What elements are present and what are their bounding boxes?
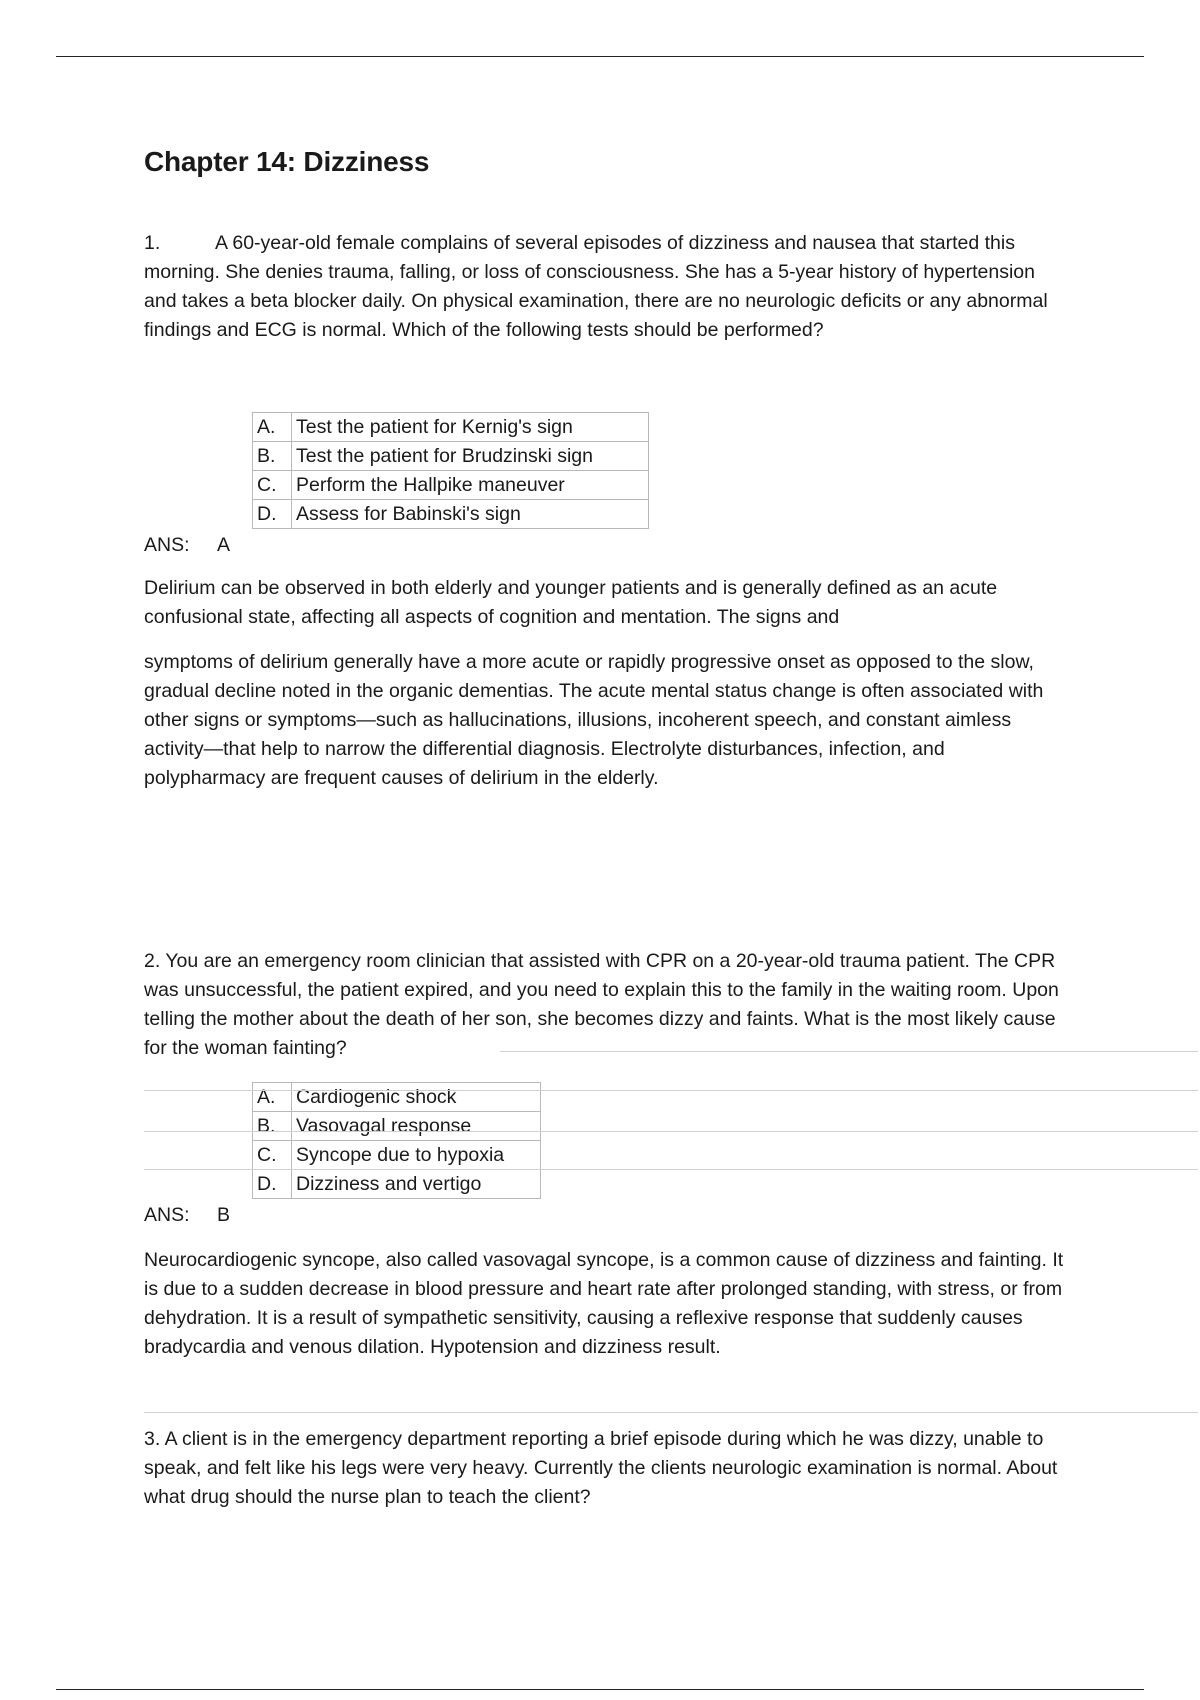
option-row[interactable] bbox=[253, 471, 649, 500]
question-1-answer bbox=[144, 531, 230, 559]
answer-label: ANS: bbox=[144, 1204, 190, 1226]
faint-rule bbox=[144, 1412, 1198, 1413]
option-letter: C. bbox=[253, 471, 292, 500]
option-text: Vasovagal response bbox=[292, 1112, 541, 1141]
option-row[interactable] bbox=[253, 1141, 541, 1170]
option-row[interactable] bbox=[253, 442, 649, 471]
faint-rule bbox=[500, 1051, 1198, 1052]
question-1-text: A 60-year-old female complains of several episodes of dizziness and nausea that started this morning. She denies trauma, falling, or loss of consciousness. She has a 5-year history of hypertension and takes a beta blocker daily. On physical examination, there are no neurologic deficits or any abnormal findings and ECG is normal. Which of the following tests should be performed? bbox=[144, 232, 1048, 341]
question-2-answer bbox=[144, 1201, 230, 1229]
option-text: Cardiogenic shock bbox=[292, 1083, 541, 1112]
option-letter: D. bbox=[253, 1170, 292, 1199]
option-row[interactable] bbox=[253, 1083, 541, 1112]
option-text: Dizziness and vertigo bbox=[292, 1170, 541, 1199]
question-2-stem: 2. You are an emergency room clinician that assisted with CPR on a 20-year-old trauma patient. The CPR was unsuccessful, the patient expired, and you need to explain this to the family in the waiting room. Upon telling the mother about the death of her son, she becomes dizzy and faints. What is the most likely cause for the woman fainting? bbox=[144, 950, 1059, 1059]
option-row[interactable] bbox=[253, 1170, 541, 1199]
question-1-number: 1. bbox=[144, 232, 161, 254]
option-text: Syncope due to hypoxia bbox=[292, 1141, 541, 1170]
faint-rule bbox=[144, 1090, 1198, 1091]
option-row[interactable] bbox=[253, 413, 649, 442]
page-title: Chapter 14: Dizziness bbox=[144, 146, 430, 177]
option-letter: B. bbox=[253, 1112, 292, 1141]
answer-label: ANS: bbox=[144, 534, 190, 556]
question-3-stem: 3. A client is in the emergency department reporting a brief episode during which he was dizzy, unable to speak, and felt like his legs were very heavy. Currently the clients neurologic examination is normal. About what drug should the nurse plan to teach the client? bbox=[144, 1428, 1058, 1508]
question-1-rationale-part-2: symptoms of delirium generally have a more acute or rapidly progressive onset as opposed to the slow, gradual decline noted in the organic dementias. The acute mental status change is often associated with other signs or symptoms—such as hallucinations, illusions, incoherent speech, and constant aimless activity—that help to narrow the differential diagnosis. Electrolyte disturbances, infection, and polypharmacy are frequent causes of delirium in the elderly. bbox=[144, 651, 1044, 789]
option-row[interactable] bbox=[253, 500, 649, 529]
question-1-options bbox=[252, 412, 649, 529]
option-text: Test the patient for Brudzinski sign bbox=[292, 442, 649, 471]
option-row[interactable] bbox=[253, 1112, 541, 1141]
header-rule bbox=[56, 56, 1144, 57]
option-text: Perform the Hallpike maneuver bbox=[292, 471, 649, 500]
option-text: Test the patient for Kernig's sign bbox=[292, 413, 649, 442]
answer-value: A bbox=[217, 534, 231, 556]
question-1-stem bbox=[144, 229, 1064, 345]
faint-rule bbox=[144, 1169, 1198, 1170]
option-letter: D. bbox=[253, 500, 292, 529]
question-2-rationale: Neurocardiogenic syncope, also called vasovagal syncope, is a common cause of dizziness and fainting. It is due to a sudden decrease in blood pressure and heart rate after prolonged standing, with stress, or from dehydration. It is a result of sympathetic sensitivity, causing a reflexive response that suddenly causes bradycardia and venous dilation. Hypotension and dizziness result. bbox=[144, 1249, 1064, 1358]
answer-value: B bbox=[217, 1204, 231, 1226]
option-text: Assess for Babinski's sign bbox=[292, 500, 649, 529]
option-letter: B. bbox=[253, 442, 292, 471]
faint-rule bbox=[144, 1131, 1198, 1132]
option-letter: C. bbox=[253, 1141, 292, 1170]
option-letter: A. bbox=[253, 1083, 292, 1112]
question-2-options bbox=[252, 1082, 541, 1199]
option-letter: A. bbox=[253, 413, 292, 442]
footer-rule bbox=[56, 1689, 1144, 1690]
question-1-rationale-part-1: Delirium can be observed in both elderly and younger patients and is generally defined as an acute confusional state, affecting all aspects of cognition and mentation. The signs and bbox=[144, 577, 998, 628]
